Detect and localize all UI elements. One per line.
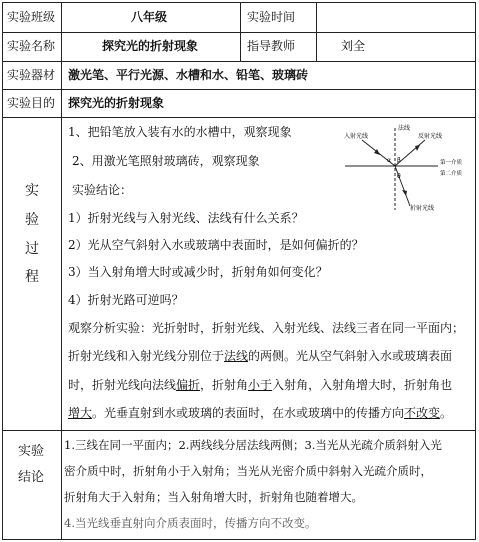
analysis-text: 入射角，入射角增大时，折射角也 [272,378,453,392]
analysis-text: 折射光线和入射光线分别位于 [68,349,225,363]
equipment-value: 激光笔、平行光源、水槽和水、铅笔、玻璃砖 [68,68,309,82]
teacher-label: 指导教师 [247,39,296,53]
refracted-ray [395,166,410,206]
teacher-value: 刘全 [341,39,366,53]
question-4: 4）折射光路可逆吗？ [68,293,184,307]
question-2: 2）光从空气斜射入水或玻璃中表面时，是如何偏折的？ [68,238,364,252]
process-label-char-1: 实 [25,183,39,199]
analysis-underline: 法线 [224,349,249,363]
analysis-line-2 [68,349,452,363]
conclusion-line-1: 1.三线在同一平面内；2.两线线分居法线两侧；3.当光从光疏介质斜射入光 [64,438,442,452]
class-value: 八年级 [131,10,168,24]
purpose-label: 实验目的 [7,96,56,110]
analysis-line-3 [68,378,452,392]
name-value: 探究光的折射现象 [102,39,199,53]
question-1: 1）折射光线与入射光线、法线有什么关系？ [68,211,304,225]
step-conclusion-heading: 实验结论： [72,183,133,197]
analysis-text: 。光垂直射到水或玻璃的表面时，在水或玻璃中的传播方向 [92,406,405,420]
analysis-line-1: 观察分析实验：光折射时，折射光线、入射光线、法线三者在同一平面内； [68,321,465,335]
conclusion-line-4: 4.当光线垂直射向介质表面时，传播方向不改变。 [64,516,317,530]
analysis-text: 。 [440,406,453,420]
analysis-underline: 偏折 [176,378,201,392]
vline-mid [240,2,241,61]
normal-label: 法线 [398,125,411,132]
question-3: 3）当入射角增大时或减少时，折射角如何变化？ [68,265,328,279]
conclusion-label-2: 结论 [18,470,45,485]
step-1: 1、把铅笔放入装有水的水槽中，观察现象 [68,125,292,139]
analysis-text: ，折射角 [200,378,249,392]
process-label-char-4: 程 [25,269,39,285]
hline-3 [2,89,476,90]
analysis-text: 的两侧。光从空气斜射入水或玻璃表面 [248,349,453,363]
analysis-underline: 不改变 [404,406,441,420]
equipment-label: 实验器材 [7,68,56,82]
conclusion-line-2: 密介质中时，折射角小于入射角；当光从光密介质中斜射入光疏介质时， [64,464,432,478]
hline-5 [2,430,476,431]
refraction-diagram [340,118,474,213]
analysis-line-4 [68,406,452,420]
time-label: 实验时间 [247,10,296,24]
conclusion-line-3: 折射角大于入射角；当入射角增大时，折射角也随着增大。 [64,490,363,504]
process-label-char-2: 验 [25,212,39,228]
conclusion-label-1: 实验 [18,444,45,459]
hline-1 [2,32,476,33]
alpha-label: α [387,157,391,164]
vline-label [61,2,62,540]
theta-label: θ [397,173,401,180]
incident-label: 入射光线 [344,133,369,140]
hline-2 [2,61,476,62]
name-label: 实验名称 [7,39,56,53]
beta-label: β [397,157,401,164]
analysis-text: 时，折射光线向法线 [68,378,177,392]
vline-mid2 [316,2,317,61]
medium1-label: 第一介质 [440,160,463,166]
class-label: 实验班级 [7,10,56,24]
step-2: 2、用激光笔照射玻璃砖，观察现象 [72,154,260,168]
analysis-underline: 小于 [248,378,273,392]
refracted-label: 折射光线 [410,205,435,212]
purpose-value: 探究光的折射现象 [68,96,165,110]
reflected-label: 反射光线 [418,133,443,140]
process-label-char-3: 过 [25,241,39,257]
medium2-label: 第二介质 [440,171,463,177]
analysis-underline: 增大 [68,406,93,420]
